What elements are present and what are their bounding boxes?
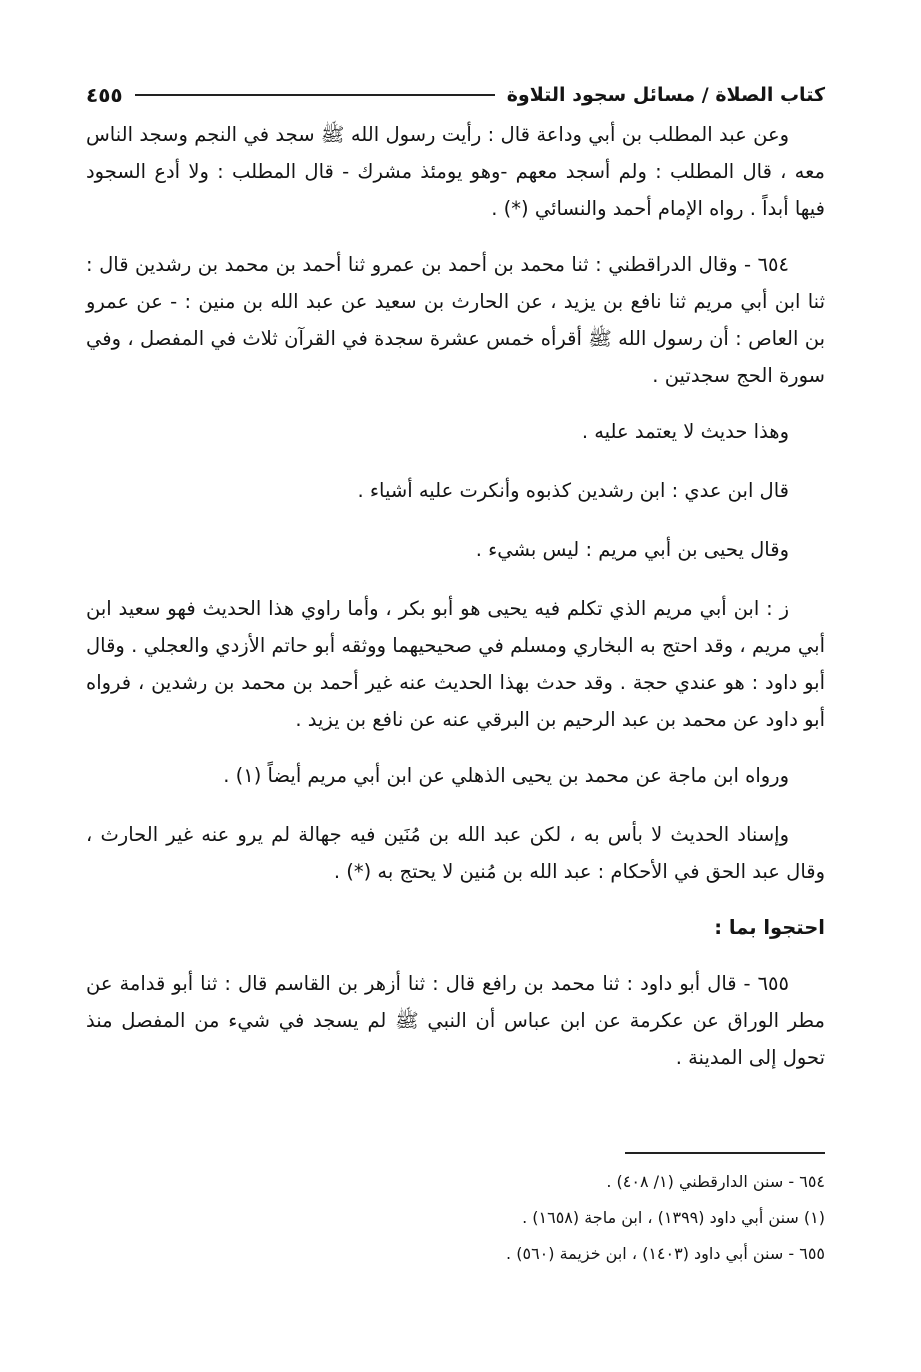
footnote-655: ٦٥٥ - سنن أبي داود (١٤٠٣) ، ابن خزيمة (٥٦٠) . [506, 1244, 825, 1263]
paragraph-hadith-655: ٦٥٥ - قال أبو داود : ثنا محمد بن رافع قال : ثنا أزهر بن القاسم قال : ثنا أبو قدامة عن مطر الوراق عن عكرمة عن ابن عباس أن النبي ﷺ لم يسجد في شيء من المفصل منذ تحول إلى المدينة . [86, 972, 825, 1069]
paragraph-yahya: وقال يحيى بن أبي مريم : ليس بشيء . [475, 538, 789, 561]
footnote-rule [625, 1152, 825, 1154]
paragraph-hadith-654: ٦٥٤ - وقال الدراقطني : ثنا محمد بن أحمد بن عمرو ثنا أحمد بن محمد بن رشدين قال : ثنا ابن أبي مريم ثنا نافع بن يزيد ، عن الحارث بن سعيد عن عبد الله بن منين : - عن عمرو بن العاص : أن رسول الله ﷺ أقرأه خمس عشرة سجدة في القرآن ثلاث في المفصل ، وفي سورة الحج سجدتين . [86, 253, 825, 387]
running-title: كتاب الصلاة / مسائل سجود التلاوة [506, 84, 825, 106]
section-heading: احتجوا بما : [714, 916, 825, 939]
footnotes [86, 1152, 825, 1272]
paragraph-mutalib-hadith: وعن عبد المطلب بن أبي وداعة قال : رأيت رسول الله ﷺ سجد في النجم وسجد الناس معه ، قال المطلب : ولم أسجد معهم -وهو يومئذ مشرك - قال المطلب : ولا أدع السجود فيها أبداً . رواه الإمام أحمد والنسائي (*) . [86, 123, 825, 220]
paragraph-commentary: ز : ابن أبي مريم الذي تكلم فيه يحيى هو أبو بكر ، وأما راوي هذا الحديث فهو سعيد ابن أبي مريم ، وقد احتج به البخاري ومسلم في صحيحيهما ووثقه أبو حاتم الأزدي والعجلي . وقال أبو داود : هو عندي حجة . وقد حدث بهذا الحديث عنه غير أحمد بن محمد بن رشدين ، فرواه أبو داود عن محمد بن عبد الرحيم بن البرقي عنه عن نافع بن يزيد . [86, 597, 825, 731]
page-number: ٤٥٥ [86, 83, 123, 107]
footnote-1: (١) سنن أبي داود (١٣٩٩) ، ابن ماجة (١٦٥٨) . [522, 1208, 825, 1227]
paragraph-ibn-majah: ورواه ابن ماجة عن محمد بن يحيى الذهلي عن ابن أبي مريم أيضاً (١) . [223, 764, 789, 787]
paragraph-ibn-adi: قال ابن عدي : ابن رشدين كذبوه وأنكرت عليه أشياء . [357, 479, 789, 502]
paragraph-weak-note: وهذا حديث لا يعتمد عليه . [581, 420, 789, 443]
footnote-654: ٦٥٤ - سنن الدارقطني (١/ ٤٠٨) . [606, 1172, 825, 1191]
page-header [86, 78, 825, 112]
header-rule [135, 94, 495, 96]
main-text [86, 116, 825, 1095]
paragraph-isnad: وإسناد الحديث لا بأس به ، لكن عبد الله بن مُنَين فيه جهالة لم يرو عنه غير الحارث ، وقال عبد الحق في الأحكام : عبد الله بن مُنين لا يحتج به (*) . [86, 823, 825, 883]
